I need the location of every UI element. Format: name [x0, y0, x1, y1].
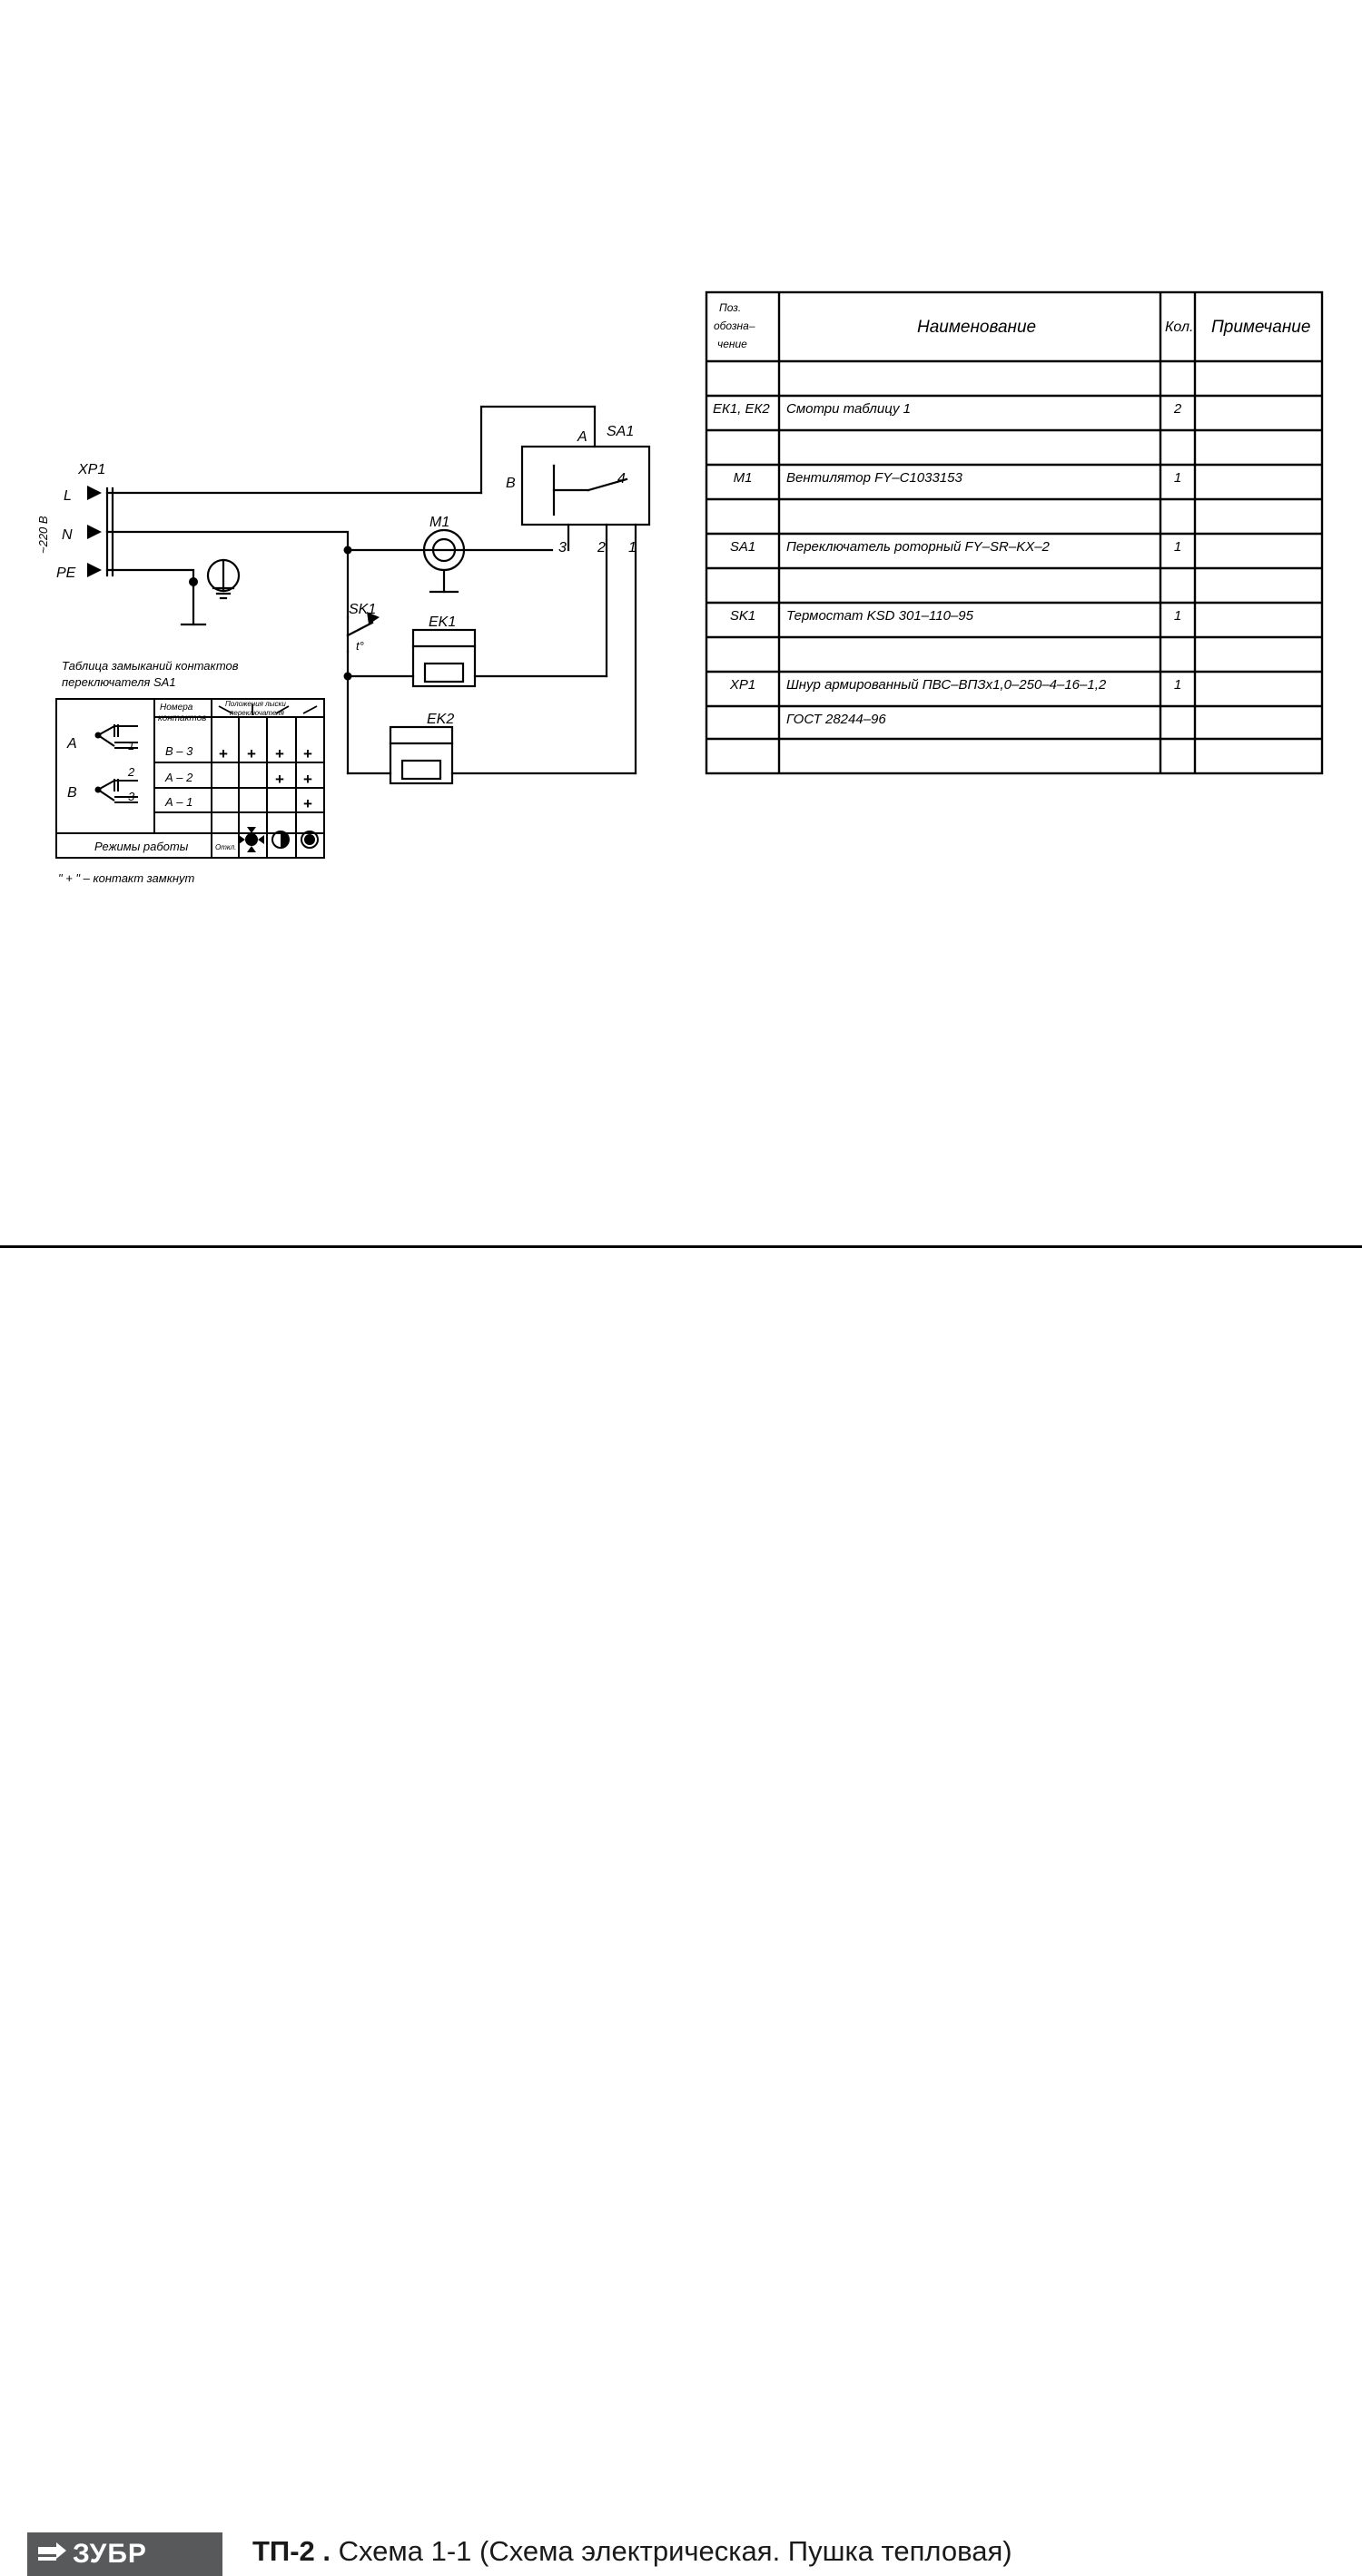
mode-icons [239, 827, 318, 852]
contact-num-2: 2 [128, 765, 135, 779]
label-sk1-degree: t° [356, 639, 364, 653]
parts-row-name: Шнур армированный ПВС–ВПЗх1,0–250–4–16–1,2 [786, 677, 1107, 693]
contact-mark-r2c4: + [303, 795, 312, 812]
contact-num-3: 3 [128, 790, 135, 803]
parts-header-note: Примечание [1211, 318, 1311, 337]
parts-header-qty: Кол. [1165, 320, 1194, 335]
contact-side-b: B [67, 785, 77, 801]
label-ek1: EK1 [429, 615, 457, 630]
parts-row-qty: 1 [1173, 470, 1182, 486]
label-sa1-terminal-a: A [577, 429, 587, 445]
label-ek2: EK2 [427, 712, 455, 727]
parts-table-frame [706, 292, 1322, 773]
parts-row-designation: SK1 [729, 608, 756, 624]
label-voltage: ~220 В [36, 516, 50, 554]
brand-logo [27, 2532, 222, 2576]
parts-row-name: Вентилятор FY–C1033153 [786, 470, 962, 486]
contact-side-a: A [67, 736, 77, 752]
parts-row-qty: 1 [1173, 608, 1182, 624]
label-sa1-terminal-4: 4 [617, 471, 626, 487]
contact-mark-r1c3: + [275, 771, 284, 788]
parts-row-designation: ЕК1, ЕК2 [713, 401, 770, 417]
contact-mark-r1c4: + [303, 771, 312, 788]
label-terminal-n: N [62, 527, 73, 543]
label-sa1-terminal-3: 3 [558, 540, 567, 556]
parts-row-name: ГОСТ 28244–96 [786, 712, 886, 727]
label-sa1-terminal-1: 1 [628, 540, 637, 556]
parts-header-designation-3: чение [717, 338, 747, 350]
contact-table-legend: " + " – контакт замкнут [58, 871, 195, 885]
contact-mark-r0c3: + [275, 745, 284, 762]
parts-row-name: Смотри таблицу 1 [786, 401, 911, 417]
contact-mark-r0c2: + [247, 745, 256, 762]
footer [0, 1248, 1362, 2569]
zubr-arrow-icon [36, 2539, 67, 2570]
parts-row-designation: SA1 [729, 539, 756, 555]
parts-row-designation: XP1 [729, 677, 756, 693]
terminal-arrow-n [87, 525, 102, 539]
positions-col-header-1: Положения лыски [225, 700, 286, 708]
parts-header-designation-2: обозна– [714, 320, 755, 332]
contact-col-header-1: Номера [160, 703, 193, 713]
label-terminal-pe: PE [56, 565, 76, 581]
label-sa1: SA1 [607, 424, 635, 439]
page-title-code: ТП-2 . [252, 2535, 331, 2567]
parts-row-qty: 2 [1173, 401, 1182, 417]
contact-mark-r0c1: + [219, 745, 228, 762]
page-title [252, 2535, 1012, 2568]
label-sk1: SK1 [349, 602, 377, 617]
label-sa1-terminal-2: 2 [597, 540, 606, 556]
contact-row-name-0: В – 3 [165, 744, 193, 758]
brand-name: ЗУБР [73, 2539, 147, 2569]
parts-row-qty: 1 [1173, 539, 1182, 555]
positions-col-header-2: переключателя [230, 709, 284, 717]
contact-modes-label: Режимы работы [94, 840, 189, 853]
label-sa1-terminal-b: B [506, 476, 516, 491]
contact-row-name-2: А – 1 [165, 795, 193, 809]
contact-col-header-2: контактов [158, 713, 207, 723]
contact-mark-r0c4: + [303, 745, 312, 762]
label-m1: M1 [429, 515, 450, 530]
contact-mode-off: Откл. [215, 843, 237, 851]
contact-table-title-1: Таблица замыканий контактов [62, 659, 239, 673]
page-title-text: Схема 1-1 (Схема электрическая. Пушка тепловая) [338, 2535, 1012, 2567]
label-terminal-l: L [64, 488, 72, 504]
parts-header-name: Наименование [917, 318, 1037, 337]
parts-row-name: Переключатель роторный FY–SR–KX–2 [786, 539, 1050, 555]
label-xp1: XP1 [78, 462, 106, 477]
parts-row-designation: М1 [733, 470, 753, 486]
parts-row-name: Термостат KSD 301–110–95 [786, 608, 973, 624]
contact-num-1: 1 [128, 739, 135, 752]
parts-row-qty: 1 [1173, 677, 1182, 693]
parts-header-designation-1: Поз. [719, 301, 742, 314]
terminal-arrow-l [87, 486, 102, 500]
contact-table-title-2: переключателя SA1 [62, 675, 176, 689]
terminal-arrow-pe [87, 563, 102, 577]
contact-row-name-1: А – 2 [165, 771, 193, 784]
